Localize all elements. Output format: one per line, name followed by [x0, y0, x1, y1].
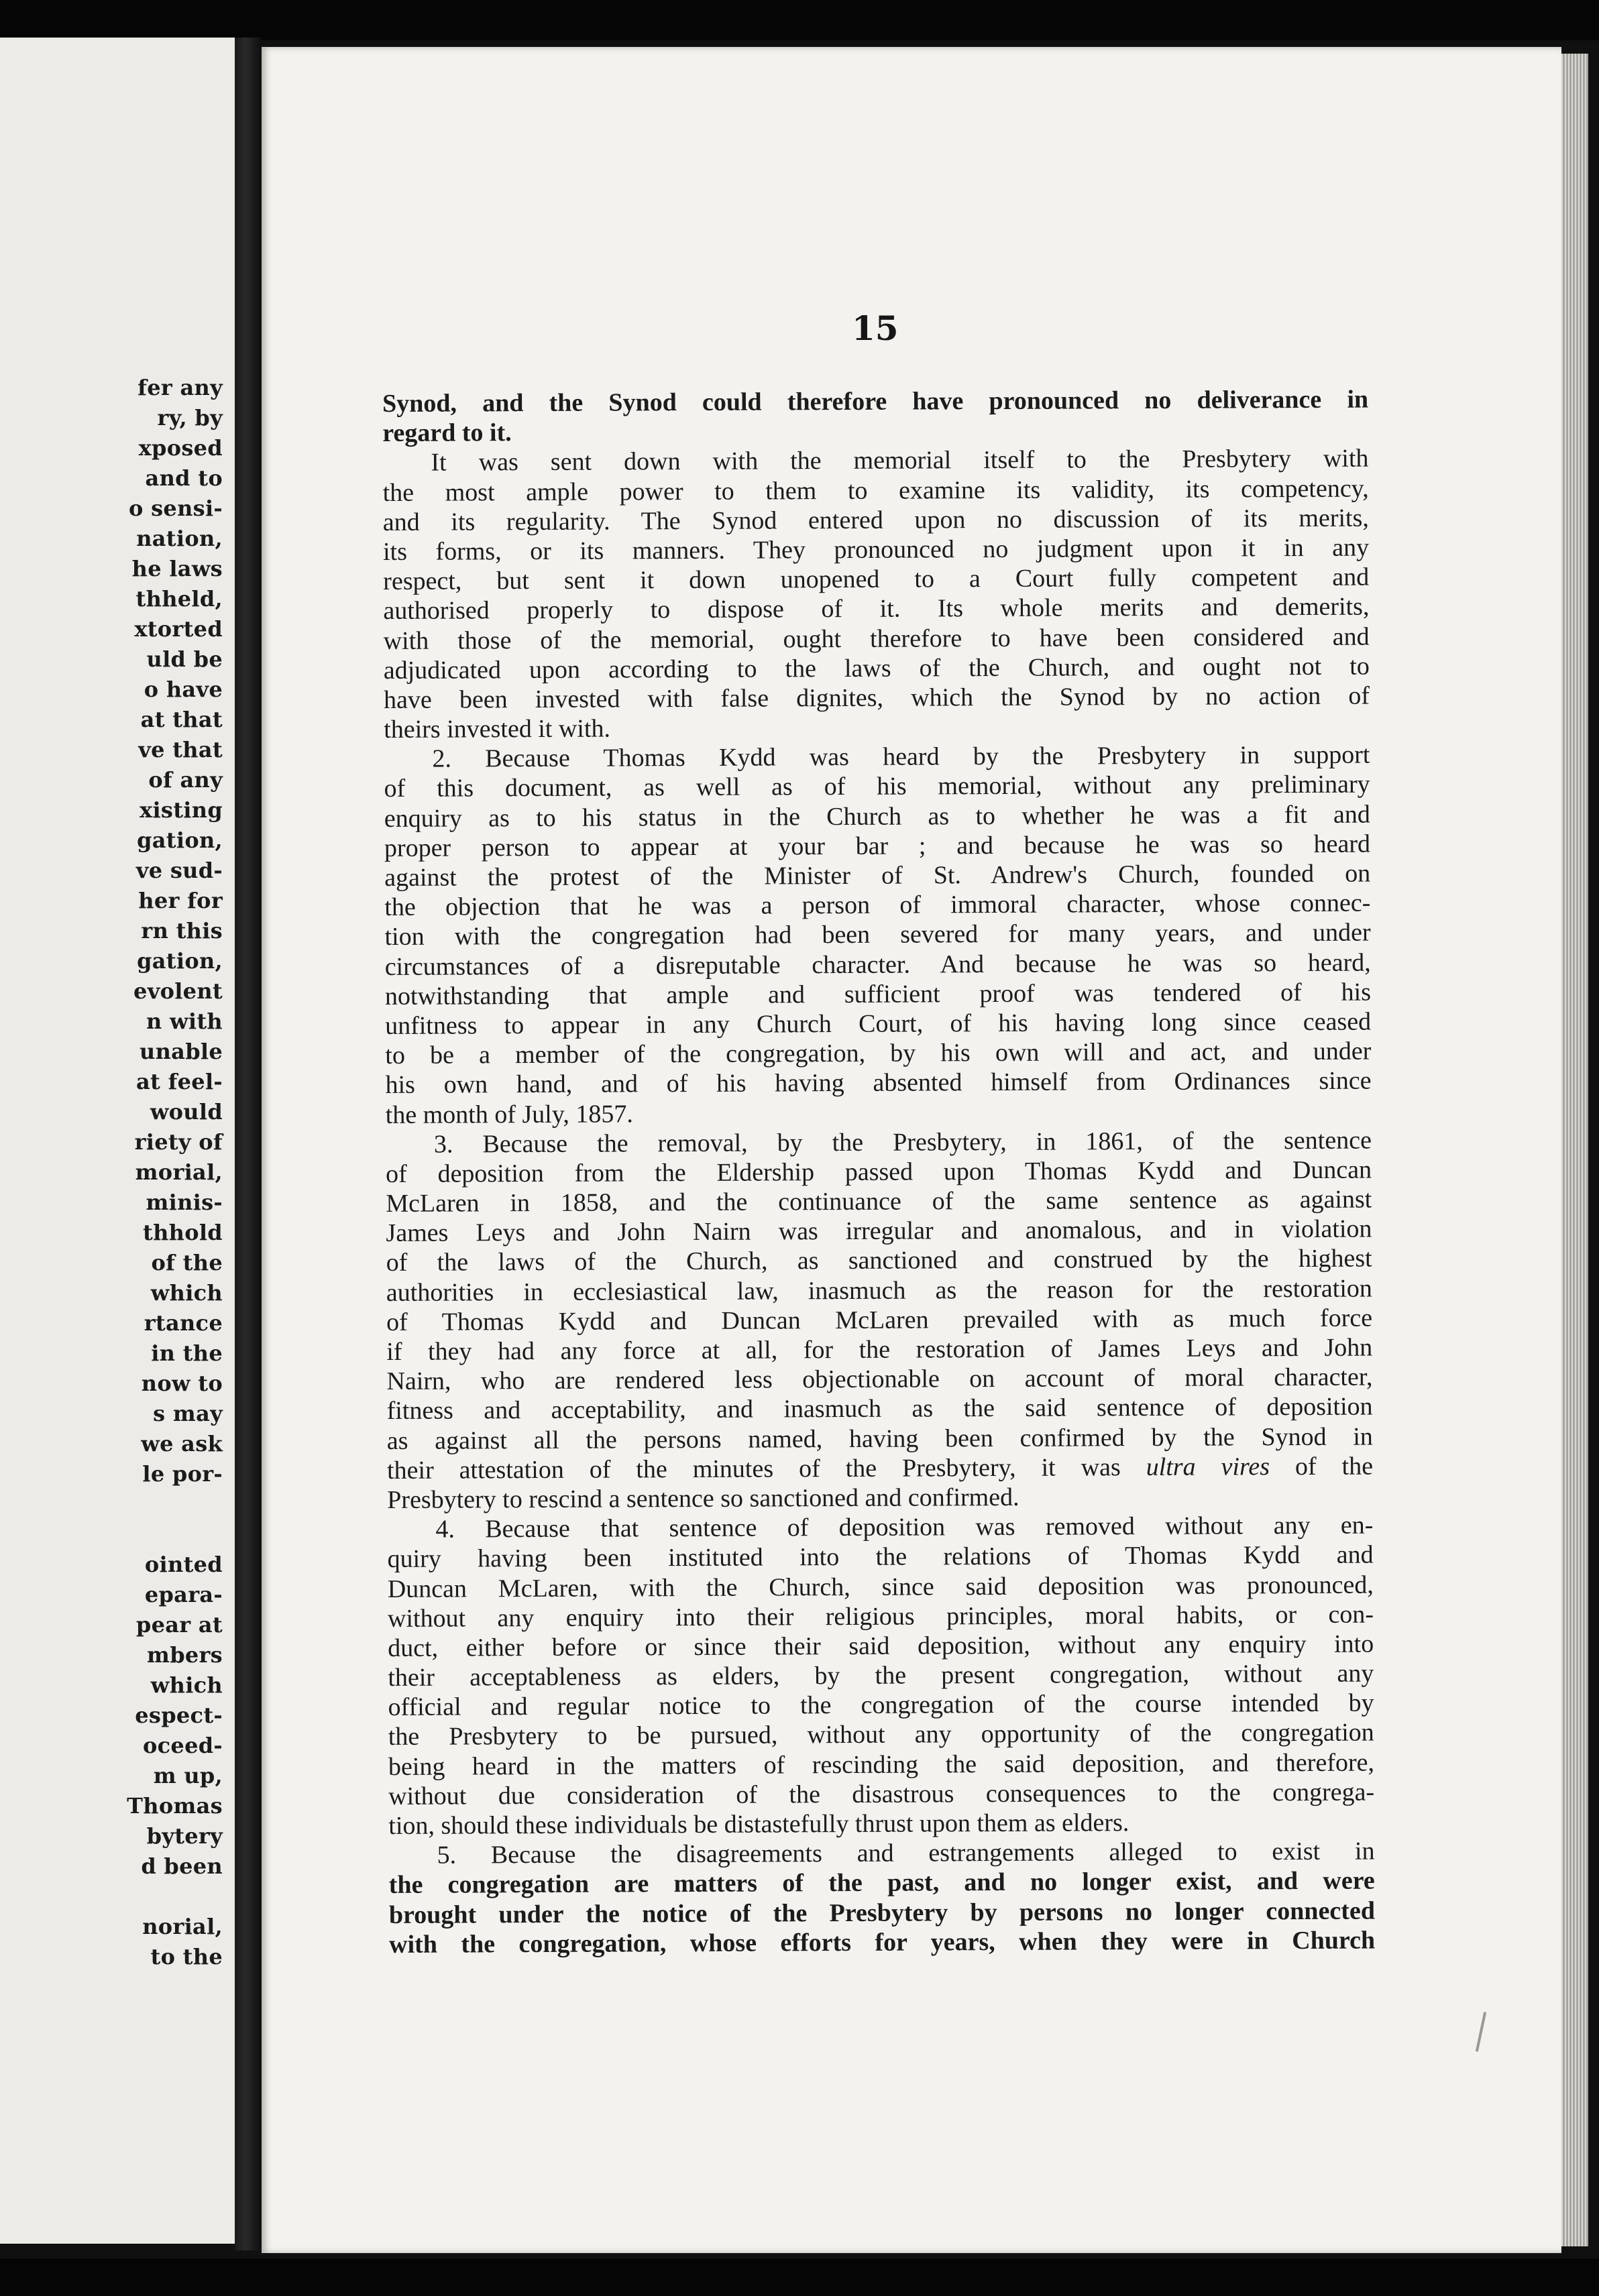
page-edge-stack	[1561, 54, 1588, 2246]
text-line: its forms, or its manners. They pronounced no judgment upon it in any	[382, 533, 1370, 566]
left-fragment-line: o have	[144, 677, 223, 702]
left-fragment-line: oceed-	[142, 1733, 223, 1758]
left-fragment-line: fer any	[137, 375, 223, 400]
text-line: Presbytery to rescind a sentence so sanctioned and confirmed.	[387, 1483, 1019, 1514]
left-fragment-line: rtance	[144, 1310, 223, 1336]
text-line: James Leys and John Nairn was irregular and anomalous, and in violation	[386, 1214, 1372, 1248]
text-line: his own hand, and of his having absented himself from Ordinances since	[385, 1066, 1372, 1100]
left-fragment-line: ry, by	[157, 405, 223, 431]
text-line: and its regularity. The Synod entered upon no discussion of its merits,	[382, 504, 1369, 536]
text-line: with those of the memorial, ought therefore to have been considered and	[383, 622, 1370, 655]
scan-bottom-border	[0, 2258, 1599, 2296]
text-line: 5. Because the disagreements and estrangements alleged to exist in	[437, 1837, 1375, 1870]
left-fragment-line: at that	[140, 707, 223, 732]
left-fragment-line: of any	[148, 767, 223, 793]
left-fragment-line: nation,	[136, 526, 223, 551]
text-line: adjudicated upon according to the laws of the Church, and ought not to	[383, 652, 1370, 685]
text-line: 2. Because Thomas Kydd was heard by the Presbytery in support	[432, 740, 1370, 773]
left-fragment-line: he laws	[131, 556, 223, 581]
italic-phrase: ultra vires	[1146, 1452, 1270, 1481]
text-line: regard to it.	[382, 418, 512, 448]
text-line: of the laws of the Church, as sanctioned and construed by the highest	[386, 1245, 1372, 1277]
text-line: the congregation are matters of the past, and no longer exist, and were	[388, 1866, 1375, 1900]
left-fragment-line: le por-	[142, 1461, 223, 1487]
text-line: tion with the congregation had been severed for many years, and under	[384, 918, 1371, 952]
left-page	[0, 38, 235, 2244]
left-fragment-line: thheld,	[135, 586, 223, 612]
left-fragment-line: riety of	[134, 1129, 223, 1155]
left-fragment-line: xposed	[138, 435, 223, 461]
left-fragment-line: of the	[151, 1250, 223, 1275]
left-fragment-line: evolent	[133, 978, 223, 1004]
left-fragment-line: unable	[140, 1039, 223, 1064]
left-fragment-line: to the	[150, 1944, 223, 1969]
text-line: 4. Because that sentence of deposition was removed without any en-	[435, 1511, 1374, 1544]
text-line: their acceptableness as elders, by the present congregation, without any	[388, 1659, 1374, 1692]
text-line: duct, either before or since their said deposition, without any enquiry into	[388, 1629, 1374, 1662]
left-fragment-line: d been	[141, 1853, 223, 1879]
left-page-fragment-lines	[127, 373, 223, 1972]
left-fragment-line: in the	[151, 1340, 223, 1366]
text-line: against the protest of the Minister of St. Andrew's Church, founded on	[384, 859, 1371, 892]
text-line: being heard in the matters of rescinding the said deposition, and therefore,	[388, 1748, 1375, 1781]
left-fragment-line: mbers	[147, 1642, 223, 1668]
text-line: as against all the persons named, having been confirmed by the Synod in	[386, 1422, 1373, 1455]
text-line: enquiry as to his status in the Church as to whether he was a fit and	[384, 800, 1370, 833]
left-fragment-line: and to	[145, 465, 223, 491]
left-fragment-line: morial,	[135, 1159, 223, 1185]
text-line: with the congregation, whose efforts for years, when they were in Church	[389, 1926, 1376, 1959]
left-fragment-line: which	[150, 1280, 223, 1306]
text-line: Synod, and the Synod could therefore have pronounced no deliverance in	[382, 385, 1369, 418]
text-line: quiry having been instituted into the relations of Thomas Kydd and	[387, 1540, 1374, 1574]
scan-top-border	[0, 0, 1599, 40]
left-fragment-line: o sensi-	[129, 496, 223, 521]
left-fragment-line: Thomas	[127, 1793, 223, 1819]
left-fragment-line: m up,	[153, 1763, 223, 1788]
text-line: 3. Because the removal, by the Presbytery, in 1861, of the sentence	[433, 1126, 1372, 1159]
text-line: the objection that he was a person of immoral character, whose connec-	[384, 888, 1371, 922]
left-fragment-line: minis-	[146, 1190, 223, 1215]
text-line: authorities in ecclesiastical law, inasmuch as the reason for the restoration	[386, 1274, 1372, 1307]
text-line: notwithstanding that ample and sufficient proof was tendered of his	[384, 978, 1372, 1011]
left-fragment-line: ve that	[138, 737, 223, 762]
left-fragment-line: thhold	[143, 1220, 223, 1245]
page-number: 15	[852, 308, 899, 348]
left-fragment-line: now to	[141, 1371, 223, 1396]
text-line: Duncan McLaren, with the Church, since said deposition was pronounced,	[387, 1570, 1374, 1603]
text-line: if they had any force at all, for the restoration of James Leys and John	[386, 1333, 1373, 1366]
left-fragment-line: xisting	[140, 797, 223, 823]
left-fragment-line	[127, 1519, 223, 1550]
left-fragment-line: rn this	[141, 918, 223, 943]
left-fragment-line: norial,	[142, 1914, 223, 1939]
left-fragment-line: epara-	[144, 1582, 223, 1607]
left-fragment-line	[127, 1882, 223, 1912]
left-fragment-line: at feel-	[136, 1069, 223, 1094]
left-fragment-line	[127, 1489, 223, 1519]
text-line: without any enquiry into their religious principles, moral habits, or con-	[387, 1600, 1374, 1633]
text-line: without due consideration of the disastrous consequences to the congrega-	[388, 1778, 1375, 1811]
text-line: unfitness to appear in any Church Court, of his having long since ceased	[385, 1007, 1372, 1040]
text-line: of deposition from the Eldership passed upon Thomas Kydd and Duncan	[386, 1155, 1372, 1188]
text-line: fitness and acceptability, and inasmuch as the said sentence of deposition	[386, 1392, 1373, 1426]
left-fragment-line: her for	[138, 888, 223, 913]
left-fragment-line: which	[150, 1672, 223, 1698]
left-fragment-line: s may	[153, 1401, 223, 1426]
text-line: authorised properly to dispose of it. Its whole merits and demerits,	[383, 592, 1370, 626]
text-line: their attestation of the minutes of the Presbytery, it was ultra vires of the	[386, 1452, 1374, 1485]
text-line: Nairn, who are rendered less objectionable on account of moral character,	[386, 1363, 1373, 1396]
text-line: theirs invested it with.	[384, 714, 611, 744]
left-fragment-line: xtorted	[134, 616, 223, 642]
text-line: proper person to appear at your bar ; and because he was so heard	[384, 829, 1371, 862]
text-line: of this document, as well as of his memorial, without any preliminary	[384, 770, 1370, 803]
left-fragment-line: espect-	[135, 1703, 223, 1728]
left-fragment-line: bytery	[146, 1823, 223, 1849]
left-fragment-line: uld be	[146, 646, 223, 672]
text-line: to be a member of the congregation, by his own will and act, and under	[385, 1037, 1372, 1070]
text-line: the most ample power to them to examine its validity, its competency,	[382, 474, 1369, 507]
left-fragment-line: n with	[146, 1009, 223, 1034]
text-line: tion, should these individuals be distastefully thrust upon them as elders.	[388, 1809, 1129, 1840]
left-fragment-line: gation,	[137, 827, 223, 853]
text-line: official and regular notice to the congregation of the course intended by	[388, 1688, 1374, 1722]
body-text	[382, 385, 1375, 1959]
text-line: the month of July, 1857.	[385, 1099, 633, 1129]
text-line: the Presbytery to be pursued, without any opportunity of the congregation	[388, 1719, 1374, 1752]
left-fragment-line: would	[150, 1099, 223, 1125]
text-line: circumstances of a disreputable character. And because he was so heard,	[384, 948, 1371, 981]
text-line: It was sent down with the memorial itself to the Presbytery with	[431, 444, 1369, 477]
left-fragment-line: pear at	[135, 1612, 223, 1638]
text-line: McLaren in 1858, and the continuance of the same sentence as against	[386, 1185, 1372, 1218]
text-line: brought under the notice of the Presbytery by persons no longer connected	[388, 1896, 1376, 1929]
left-fragment-line: ve sud-	[135, 858, 223, 883]
left-fragment-line: we ask	[141, 1431, 223, 1456]
text-line: of Thomas Kydd and Duncan McLaren prevailed with as much force	[386, 1304, 1373, 1336]
left-fragment-line: gation,	[137, 948, 223, 974]
book-gutter	[235, 38, 262, 2250]
text-line: respect, but sent it down unopened to a Court fully competent and	[383, 563, 1370, 596]
left-fragment-line: ointed	[144, 1552, 223, 1577]
text-line: have been invested with false dignites, which the Synod by no action of	[383, 681, 1370, 714]
